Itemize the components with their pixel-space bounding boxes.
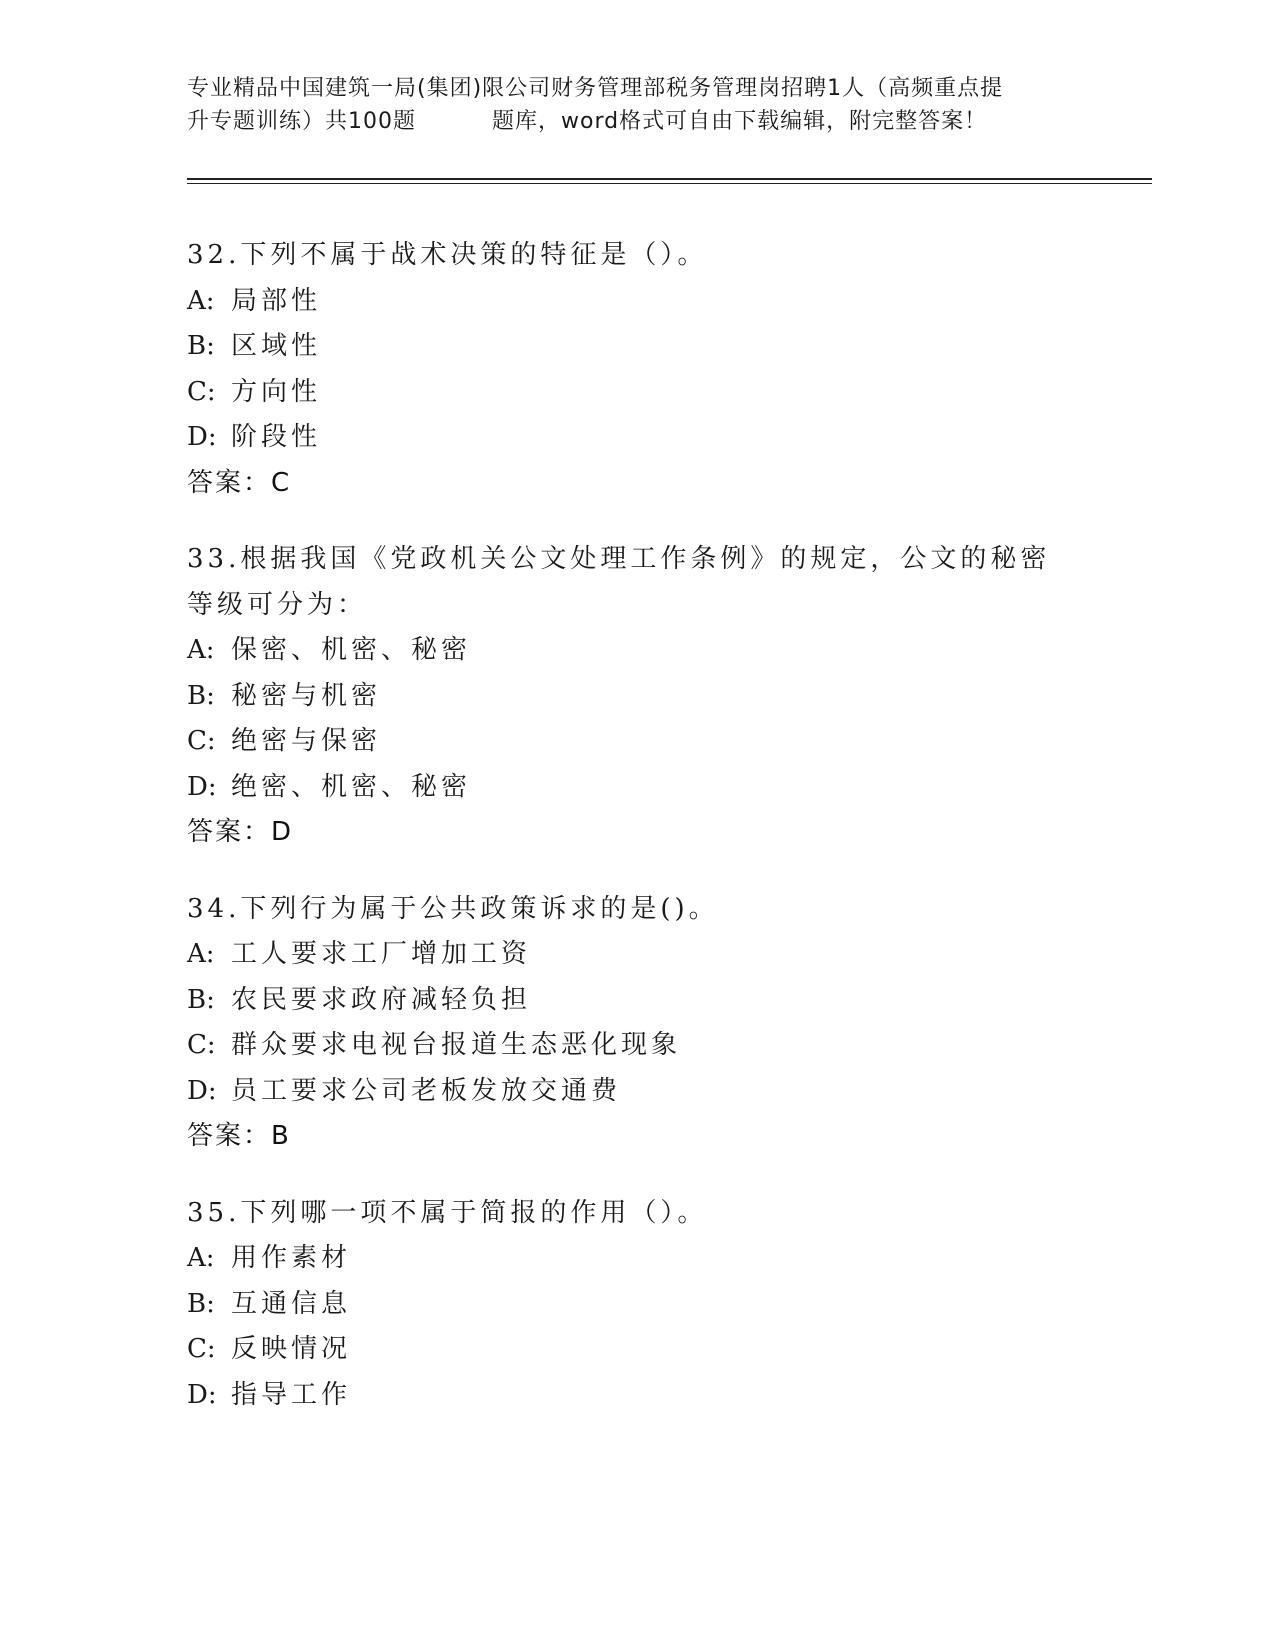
question-item [187,233,1107,506]
answer-line: 答案：B [187,1121,291,1151]
option-text: 群众要求电视台报道生态恶化现象 [231,1030,682,1060]
option-text: 保密、机密、秘密 [231,635,472,665]
option-b [187,1282,1107,1328]
option-c [187,719,1107,765]
option-text: 农民要求政府减轻负担 [231,984,532,1015]
option-label: A: [187,285,215,316]
option-label: C: [187,1334,216,1364]
question-text: 35.下列哪一项不属于简报的作用（）。 [187,1197,708,1228]
option-label: A: [187,939,215,969]
option-a [187,932,1107,978]
option-text: 秘密与机密 [231,680,382,711]
option-text: 指导工作 [231,1379,352,1410]
option-label: A: [187,1243,215,1273]
question-item [187,1191,1107,1419]
option-label: B: [187,984,215,1015]
option-text: 局部性 [231,285,322,316]
option-b [187,674,1107,720]
option-text: 工人要求工厂增加工资 [231,939,532,969]
option-label: D: [187,1075,217,1106]
header-question-count: 升专题训练）共100题 [187,109,416,134]
option-text: 阶段性 [231,422,322,452]
option-label: B: [187,331,215,361]
option-text: 区域性 [231,331,322,361]
option-a [187,1236,1107,1282]
option-label: D: [187,771,217,802]
option-label: B: [187,1288,215,1319]
header-rule-thin [187,183,1152,184]
option-text: 互通信息 [231,1288,352,1319]
option-text: 员工要求公司老板发放交通费 [231,1075,622,1106]
answer-line: 答案：D [187,817,294,847]
header-format-note: 题库，word格式可自由下载编辑，附完整答案！ [492,109,988,134]
option-label: C: [187,376,216,407]
question-text: 34.下列行为属于公共政策诉求的是()。 [187,893,719,924]
question-item [187,537,1107,856]
option-d [187,415,1107,461]
option-c [187,370,1107,416]
option-d [187,765,1107,811]
option-text: 方向性 [231,376,322,407]
option-label: A: [187,635,215,665]
option-c [187,1327,1107,1373]
header-title-line2 [187,105,1107,138]
answer-line: 答案：C [187,467,292,498]
option-b [187,324,1107,370]
page-header [187,72,1107,138]
option-text: 绝密、机密、秘密 [231,771,472,802]
question-item [187,887,1107,1160]
option-text: 用作素材 [231,1243,352,1273]
option-label: D: [187,1379,217,1410]
option-label: C: [187,1030,216,1060]
option-a [187,628,1107,674]
header-title-line1: 专业精品中国建筑一局(集团)限公司财务管理部税务管理岗招聘1人（高频重点提 [187,76,1004,101]
option-d [187,1069,1107,1115]
header-rule-thick [187,178,1152,180]
option-label: B: [187,680,215,711]
option-label: C: [187,726,216,756]
option-b [187,978,1107,1024]
question-text: 33.根据我国《党政机关公文处理工作条例》的规定，公文的秘密等级可分为： [187,544,1051,620]
option-c [187,1023,1107,1069]
option-d [187,1373,1107,1419]
option-label: D: [187,422,217,452]
question-list [187,233,1107,1449]
option-a [187,279,1107,325]
question-text: 32.下列不属于战术决策的特征是（）。 [187,240,708,270]
option-text: 反映情况 [231,1334,352,1364]
option-text: 绝密与保密 [231,726,382,756]
